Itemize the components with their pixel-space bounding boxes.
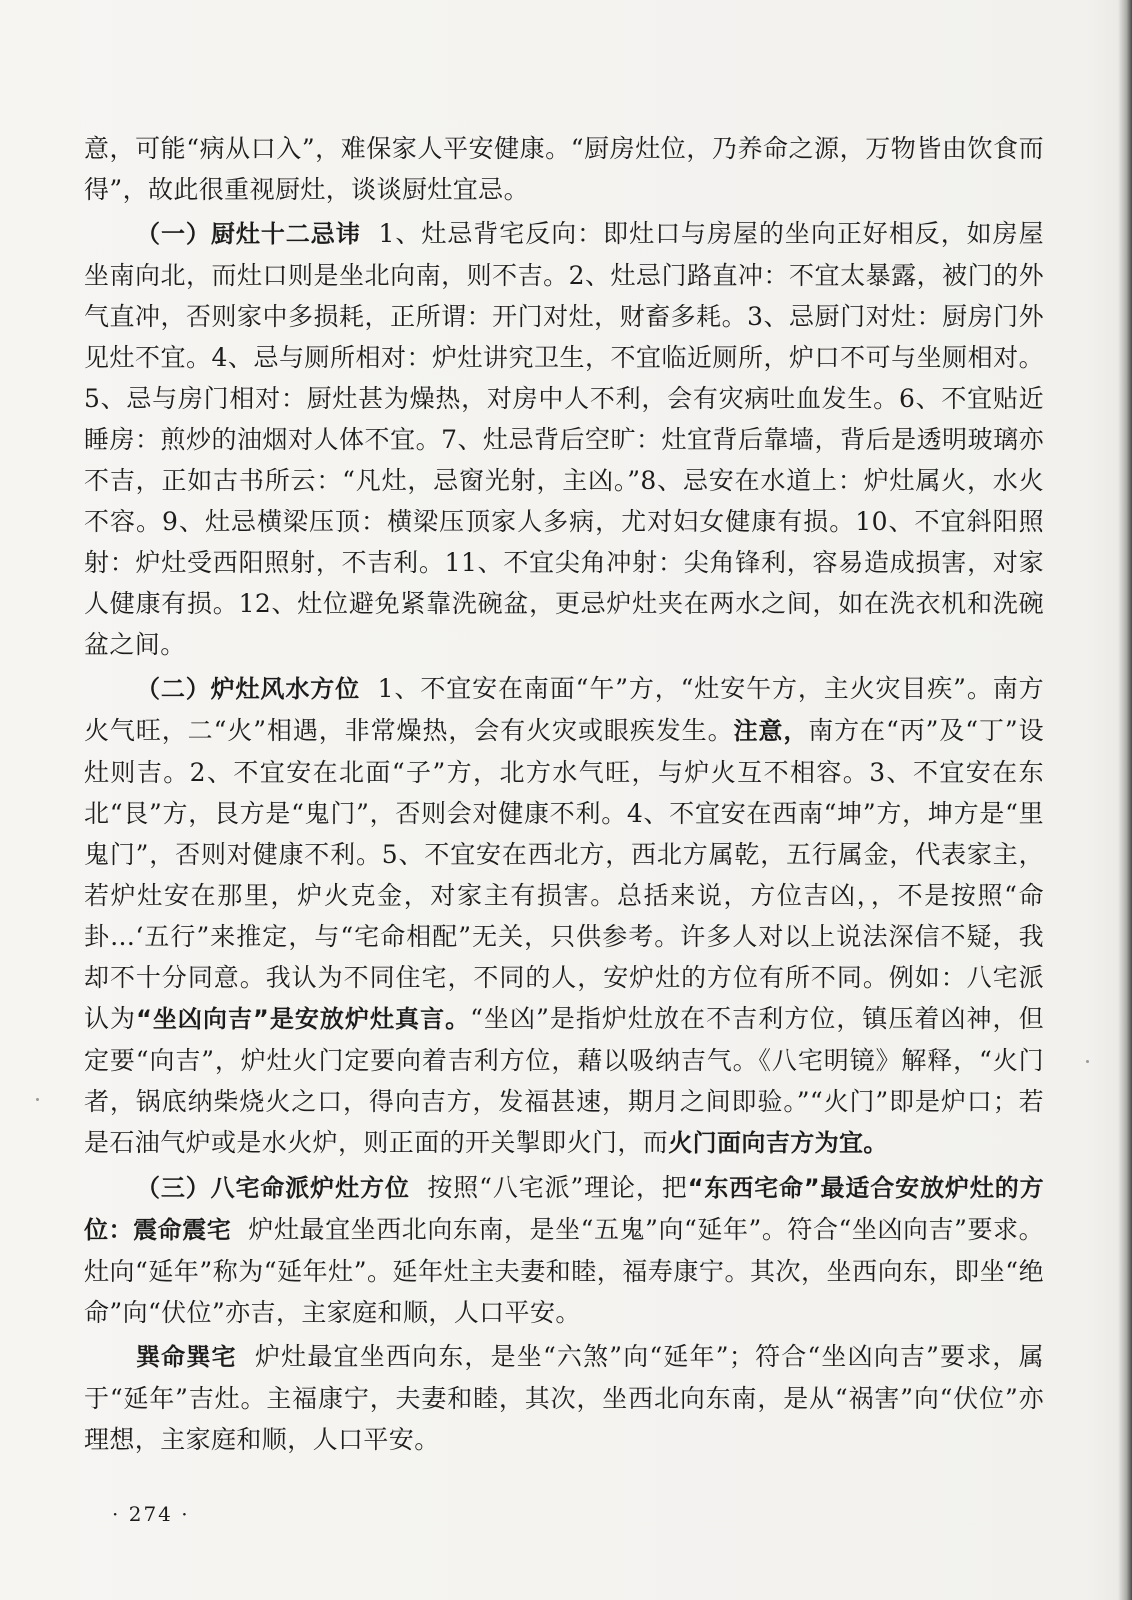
section-heading: 巽命巽宅 <box>136 1343 237 1371</box>
section-body: 按照“八宅派”理论，把 <box>427 1173 688 1202</box>
paragraph-stove-taboos <box>84 213 1044 665</box>
section-body: 1、不宜安在南面“午”方，“灶安午方，主火灾目疾”。南方火气旺，二“火”相遇，非常燥热，会有火灾或眼疾发生。 <box>84 674 1044 745</box>
section-heading: （一）厨灶十二忌讳 <box>136 220 361 248</box>
paragraph-eight-mansions <box>84 1167 1044 1333</box>
section-body: 炉灶最宜坐西向东，是坐“六煞”向“延年”；符合“坐凶向吉”要求，属于“延年”吉灶。主福康宁，夫妻和睦，其次，坐西北向东南，是从“祸害”向“伏位”亦理想，主家庭和顺，人口平安。 <box>84 1342 1044 1454</box>
body-text <box>84 128 1044 1460</box>
page-edge-shadow <box>1118 0 1132 1600</box>
page-number: · 274 · <box>112 1502 190 1526</box>
section-body: 炉灶最宜坐西北向东南，是坐“五鬼”向“延年”。符合“坐凶向吉”要求。灶向“延年”称为“延年灶”。延年灶主夫妻和睦，福寿康宁。其次，坐西向东，即坐“绝命”向“伏位”亦吉，主家庭和顺，人口平安。 <box>84 1215 1044 1327</box>
emphasis-text: “坐凶向吉”是安放炉灶真言。 <box>136 1005 471 1033</box>
emphasis-text: “东西宅命”最适合安放炉灶的方位：震命震宅 <box>84 1174 1045 1244</box>
section-body: “坐凶”是指炉灶放在不吉利方位，镇压着凶神，但定要“向吉”，炉灶火门定要向着吉利方位，藉以吸纳吉气。《八宅明镜》解释，“火门者，锅底纳柴烧火之口，得向吉方，发福甚速，期月之间即验。”“火门”即是炉口；若是石油气炉或是水火炉，则正面的开关掣即火门，而 <box>84 1004 1044 1157</box>
paragraph-intro: 意，可能“病从口入”，难保家人平安健康。“厨房灶位，乃养命之源，万物皆由饮食而得”，故此很重视厨灶，谈谈厨灶宜忌。 <box>84 134 1044 204</box>
section-heading: （三）八宅命派炉灶方位 <box>136 1174 410 1202</box>
paragraph-xun-house <box>84 1336 1044 1460</box>
scan-speck <box>36 1098 39 1101</box>
section-body: 南方在“丙”及“丁”设灶则吉。2、不宜安在北面“子”方，北方水气旺，与炉火互不相容。3、不宜安在东北“艮”方，艮方是“鬼门”，否则会对健康不利。4、不宜安在西南“坤”方，坤方是“里鬼门”，否则对健康不利。5、不宜安在西北方，西北方属乾，五行属金，代表家主，若炉灶安在那里，炉火克金，对家主有损害。总括来说，方位吉凶，，不是按照“命卦…‘五行”来推定，与“宅命相配”无关，只供参考。许多人对以上说法深信不疑，我却不十分同意。我认为不同住宅，不同的人，安炉灶的方位有所不同。例如：八宅派认为 <box>84 716 1044 1033</box>
scan-speck <box>1086 1060 1089 1063</box>
section-heading: （二）炉灶风水方位 <box>136 675 360 703</box>
emphasis-text: 注意， <box>733 717 809 745</box>
emphasis-text: 火门面向吉方为宜。 <box>668 1129 888 1157</box>
paragraph-stove-orientation <box>84 668 1044 1164</box>
section-body: 1、灶忌背宅反向：即灶口与房屋的坐向正好相反，如房屋坐南向北，而灶口则是坐北向南，则不吉。2、灶忌门路直冲：不宜太暴露，被门的外气直冲，否则家中多损耗，正所谓：开门对灶，财畜多耗。3、忌厨门对灶：厨房门外见灶不宜。4、忌与厕所相对：炉灶讲究卫生，不宜临近厕所，炉口不可与坐厕相对。5、忌与房门相对：厨灶甚为燥热，对房中人不利，会有灾病吐血发生。6、不宜贴近睡房：煎炒的油烟对人体不宜。7、灶忌背后空旷：灶宜背后靠墙，背后是透明玻璃亦不吉，正如古书所云：“凡灶，忌窗光射，主凶。”8、忌安在水道上：炉灶属火，水火不容。9、灶忌横梁压顶：横梁压顶家人多病，尤对妇女健康有损。10、不宜斜阳照射：炉灶受西阳照射，不吉利。11、不宜尖角冲射：尖角锋利，容易造成损害，对家人健康有损。12、灶位避免紧靠洗碗盆，更忌炉灶夹在两水之间，如在洗衣机和洗碗盆之间。 <box>84 219 1044 659</box>
